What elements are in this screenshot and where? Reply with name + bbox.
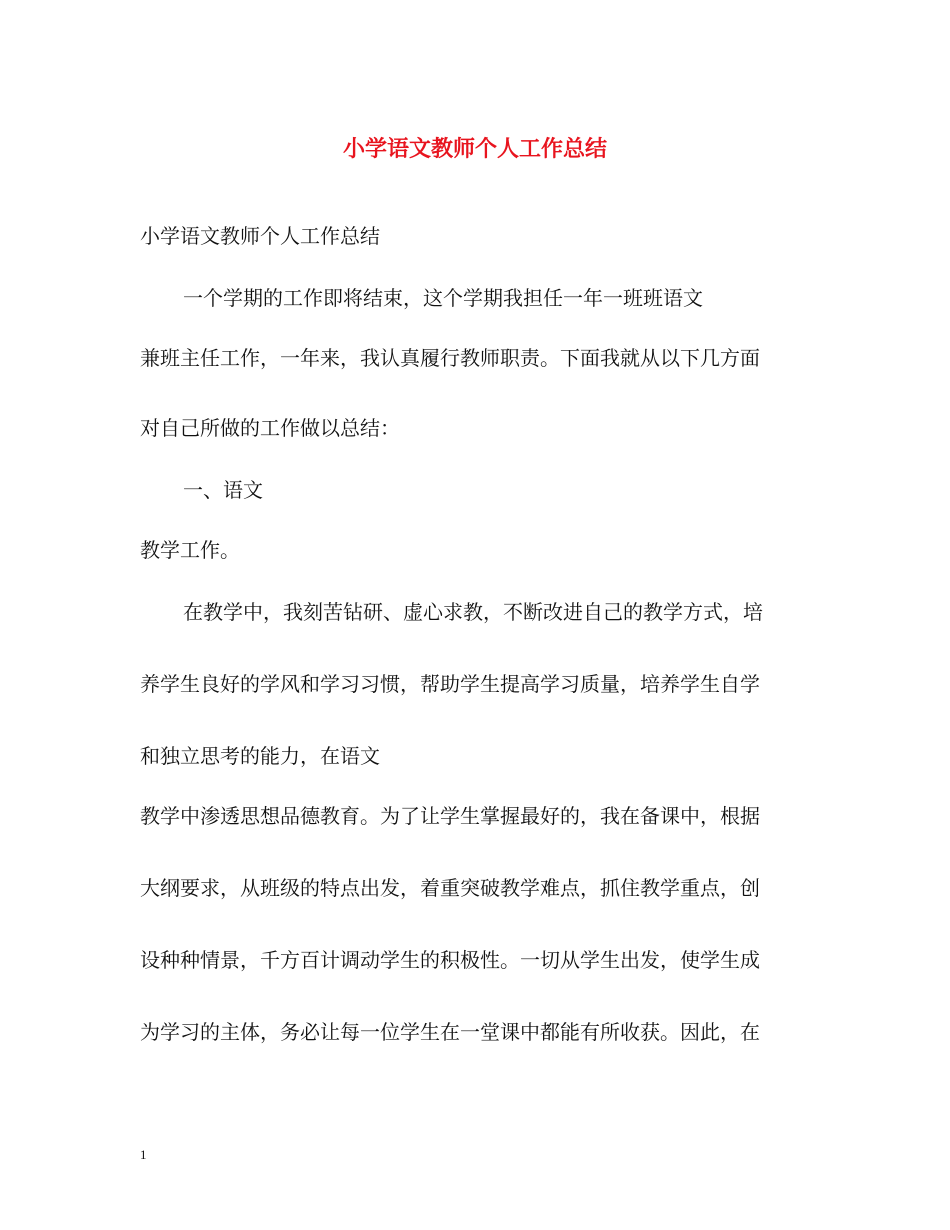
body-line: 养学生良好的学风和学习习惯，帮助学生提高学习质量，培养学生自学 <box>140 672 760 696</box>
body-line: 对自己所做的工作做以总结： <box>140 416 400 440</box>
page-number: 1 <box>140 1147 147 1162</box>
body-line: 一、语文 <box>183 478 263 502</box>
body-line: 和独立思考的能力，在语文 <box>140 744 380 768</box>
body-line: 教学工作。 <box>140 538 240 562</box>
body-line: 兼班主任工作，一年来，我认真履行教师职责。下面我就从以下几方面 <box>140 346 760 370</box>
body-line: 大纲要求，从班级的特点出发，着重突破教学难点，抓住教学重点，创 <box>140 876 760 900</box>
body-line: 设种种情景，千方百计调动学生的积极性。一切从学生出发，使学生成 <box>140 948 760 972</box>
body-line: 在教学中，我刻苦钻研、虚心求教，不断改进自己的教学方式，培 <box>183 600 763 624</box>
body-line: 小学语文教师个人工作总结 <box>140 224 380 248</box>
document-title: 小学语文教师个人工作总结 <box>342 136 607 162</box>
body-line: 为学习的主体，务必让每一位学生在一堂课中都能有所收获。因此，在 <box>140 1020 760 1044</box>
body-line: 教学中渗透思想品德教育。为了让学生掌握最好的，我在备课中，根据 <box>140 804 760 828</box>
body-line: 一个学期的工作即将结束，这个学期我担任一年一班班语文 <box>183 286 703 310</box>
